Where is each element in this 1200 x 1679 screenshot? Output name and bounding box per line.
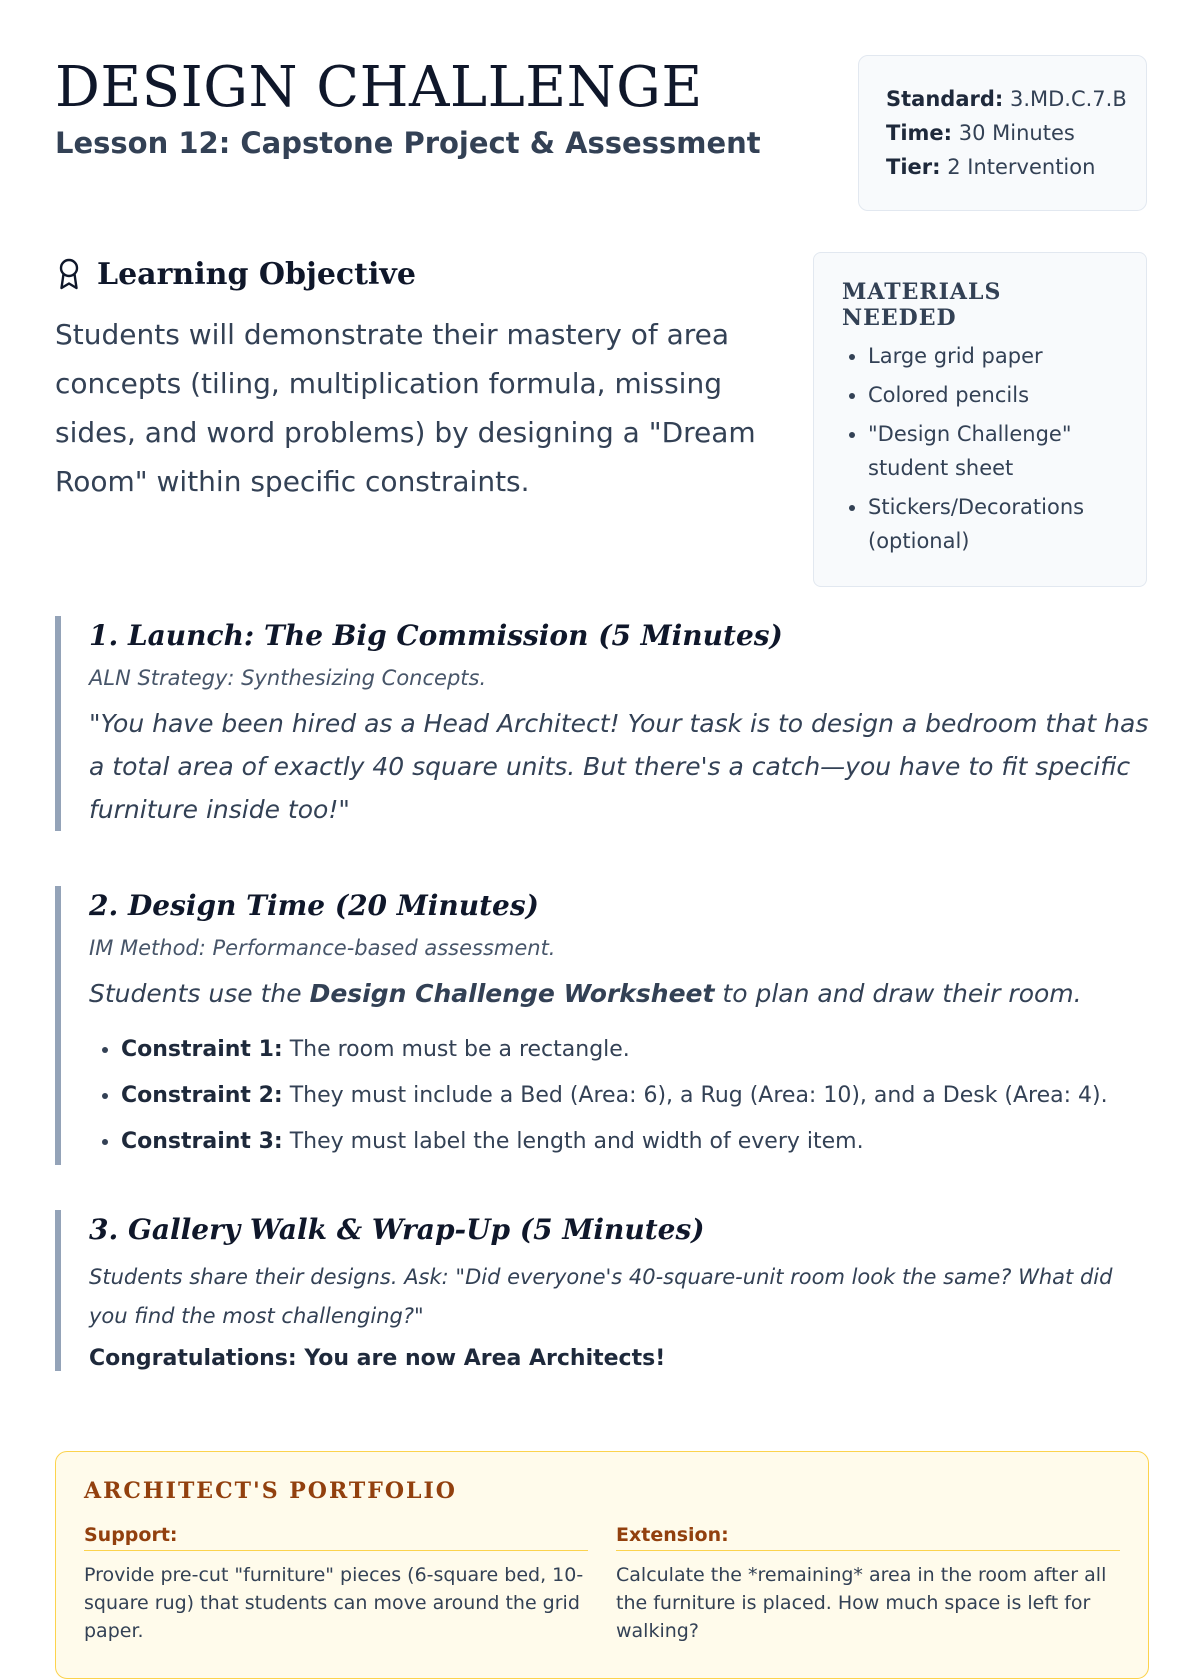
constraint-label: Constraint 2: <box>121 1083 283 1108</box>
constraints-list <box>89 1027 1149 1165</box>
intro-after: to plan and draw their room. <box>714 979 1082 1008</box>
page-subtitle: Lesson 12: Capstone Project & Assessment <box>55 126 761 160</box>
extension-text: Calculate the *remaining* area in the room after all the furniture is placed. How much space is left for walking? <box>616 1564 1107 1642</box>
constraint-item <box>121 1027 1149 1073</box>
section-launch <box>55 616 1149 831</box>
materials-box <box>813 252 1147 587</box>
constraint-item <box>121 1119 1149 1165</box>
ribbon-award-icon <box>55 257 83 291</box>
materials-title: MATERIALS NEEDED <box>842 279 1002 331</box>
section-title: 3. Gallery Walk & Wrap-Up (5 Minutes) <box>89 1213 705 1246</box>
section-strategy: IM Method: Performance-based assessment. <box>89 936 556 960</box>
objective-text: Students will demonstrate their mastery of area concepts (tiling, multiplication formula, missing sides, and word problems) by designing a "Dream Room" within specific constraints. <box>55 318 756 498</box>
objective-title: Learning Objective <box>97 256 416 292</box>
section-design-time <box>55 886 1149 1165</box>
support-label: Support: <box>84 1524 588 1551</box>
architects-portfolio <box>55 1451 1149 1679</box>
meta-standard-label: Standard: <box>886 87 1004 111</box>
section-strategy: ALN Strategy: Synthesizing Concepts. <box>89 666 487 690</box>
meta-time-label: Time: <box>886 121 953 145</box>
lesson-meta-box <box>858 55 1147 211</box>
portfolio-support <box>84 1524 588 1645</box>
meta-time-value: 30 Minutes <box>958 121 1075 145</box>
section-quote: "You have been hired as a Head Architect! Your task is to design a bedroom that has a total area of exactly 40 square units. But there's a catch—you have to fit specific furniture inside too!" <box>89 709 1149 824</box>
meta-standard-value: 3.MD.C.7.B <box>1009 87 1127 111</box>
section-intro <box>89 972 1149 1015</box>
constraint-text: They must label the length and width of every item. <box>282 1129 864 1154</box>
section-final-note: Congratulations: You are now Area Architects! <box>89 1346 666 1371</box>
section-text: Students share their designs. Ask: "Did everyone's 40-square-unit room look the same? What did you find the most challenging?" <box>89 1265 1113 1328</box>
portfolio-extension <box>616 1524 1120 1645</box>
intro-before: Students use the <box>89 979 310 1008</box>
material-item: • Stickers/Decorations (optional) <box>868 490 1120 558</box>
objective-header <box>55 252 785 296</box>
constraint-label: Constraint 3: <box>121 1129 283 1154</box>
support-text: Provide pre-cut "furniture" pieces (6-square bed, 10-square rug) that students can move around the grid paper. <box>84 1564 584 1642</box>
constraint-text: They must include a Bed (Area: 6), a Rug (Area: 10), and a Desk (Area: 4). <box>282 1083 1108 1108</box>
material-item: • "Design Challenge" student sheet <box>868 417 1120 485</box>
constraint-label: Constraint 1: <box>121 1037 283 1062</box>
meta-tier-value: 2 Intervention <box>947 155 1096 179</box>
section-title: 2. Design Time (20 Minutes) <box>89 889 539 922</box>
meta-tier-label: Tier: <box>886 155 941 179</box>
section-title: 1. Launch: The Big Commission (5 Minutes) <box>89 619 783 652</box>
constraint-item <box>121 1073 1149 1119</box>
material-item: • Large grid paper <box>868 339 1120 373</box>
meta-standard <box>886 82 1127 116</box>
meta-tier <box>886 150 1120 184</box>
learning-objective <box>55 252 785 506</box>
section-gallery-walk <box>55 1210 1149 1371</box>
materials-list <box>842 339 1120 558</box>
portfolio-title: ARCHITECT'S PORTFOLIO <box>84 1478 457 1504</box>
intro-bold: Design Challenge Worksheet <box>309 979 715 1008</box>
page-title: DESIGN CHALLENGE <box>55 55 703 120</box>
meta-time <box>886 116 1120 150</box>
material-item: • Colored pencils <box>868 378 1120 412</box>
constraint-text: The room must be a rectangle. <box>282 1037 630 1062</box>
portfolio-columns <box>84 1524 1120 1645</box>
header <box>55 52 1147 212</box>
extension-label: Extension: <box>616 1524 1120 1551</box>
